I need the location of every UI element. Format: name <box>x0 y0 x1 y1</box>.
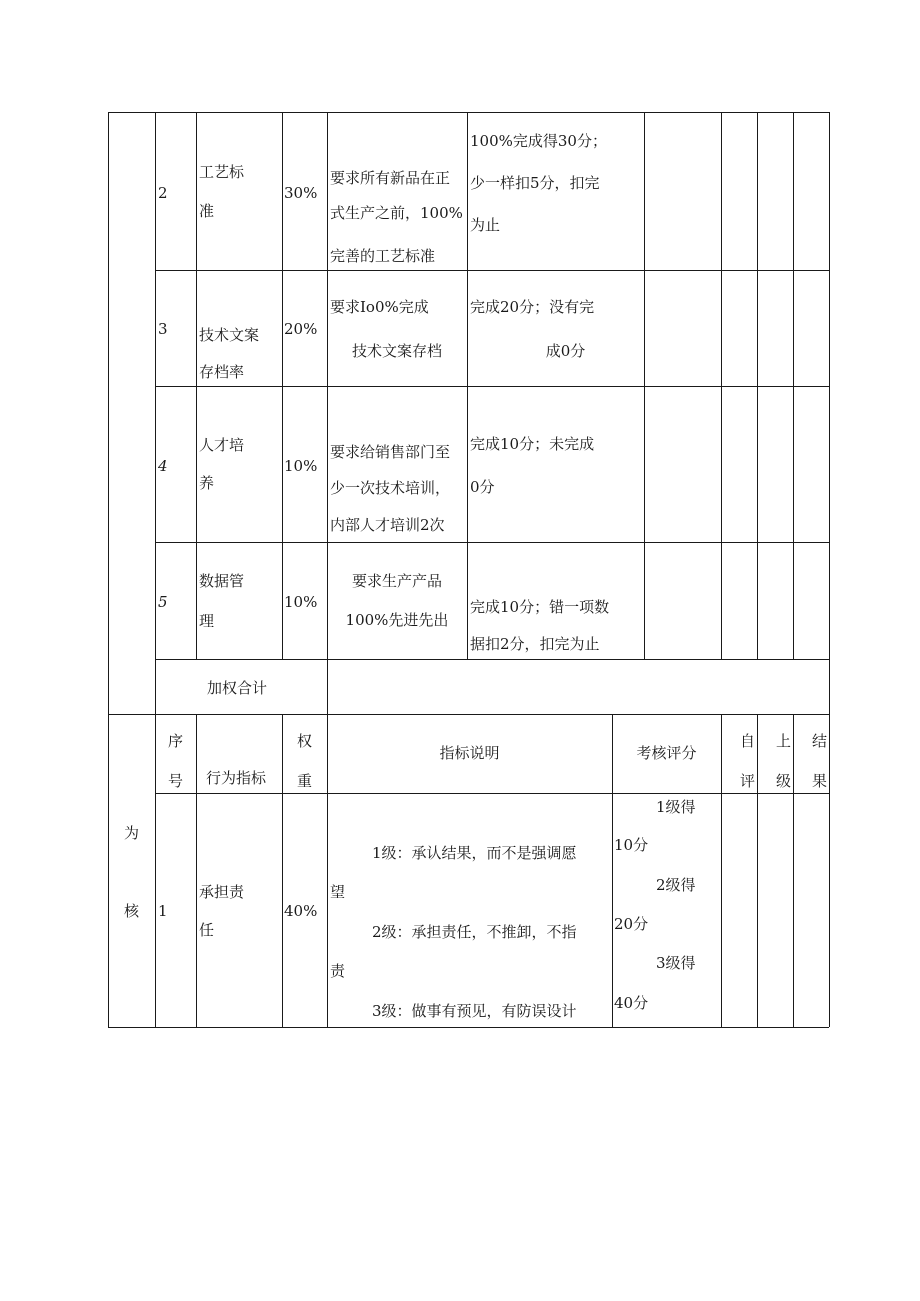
scoring-rule: 1级得 <box>656 798 696 816</box>
scoring-rule: 2级得 <box>656 876 696 894</box>
indicator-description: 1级：承认结果，而不是强调愿 <box>372 844 577 862</box>
row-divider <box>155 270 829 271</box>
indicator-description: 内部人才培训2次 <box>330 516 445 534</box>
indicator-description: 责 <box>330 962 346 980</box>
header-self-eval: 评 <box>740 772 756 790</box>
row-number: 2 <box>158 184 168 202</box>
indicator-description: 要求所有新品在正 <box>330 169 451 187</box>
indicator-name: 养 <box>199 474 215 492</box>
header-weight: 权 <box>297 732 313 750</box>
scoring-rule: 成0分 <box>545 342 586 360</box>
header-indicator: 行为指标 <box>206 769 267 787</box>
table-right-border <box>829 112 830 1027</box>
weighted-total-label: 加权合计 <box>207 679 268 697</box>
indicator-name: 数据管 <box>199 572 245 590</box>
indicator-description: 2级：承担责任，不推卸，不指 <box>372 923 577 941</box>
indicator-name: 理 <box>199 612 215 630</box>
row-divider <box>155 542 829 543</box>
col-divider <box>793 112 794 659</box>
header-superior: 级 <box>776 772 792 790</box>
weight-value: 20% <box>284 320 318 338</box>
header-score: 考核评分 <box>636 744 697 762</box>
indicator-description: 少一次技术培训， <box>330 479 451 497</box>
scoring-rule: 少一样扣5分，扣完 <box>470 174 600 192</box>
row-divider <box>155 386 829 387</box>
indicator-name: 工艺标 <box>199 163 245 181</box>
scoring-rule: 为止 <box>470 216 501 234</box>
col-divider <box>644 112 645 659</box>
table-left-border <box>108 112 109 1027</box>
indicator-name: 技术文案 <box>199 326 260 344</box>
col-divider <box>196 714 197 1027</box>
indicator-description: 望 <box>330 883 346 901</box>
indicator-description: 要求给销售部门至 <box>330 443 451 461</box>
scoring-rule: 完成20分；没有完 <box>470 298 595 316</box>
header-divider <box>155 793 829 794</box>
indicator-description: 要求生产产品 <box>351 572 442 590</box>
scoring-rule: 10分 <box>614 836 649 854</box>
indicator-description: 要求Io0%完成 <box>330 298 429 316</box>
row-number: 5 <box>158 593 168 611</box>
header-num: 号 <box>168 772 184 790</box>
col-divider <box>155 112 156 1027</box>
indicator-name: 人才培 <box>199 436 245 454</box>
indicator-name: 任 <box>199 921 215 939</box>
weight-value: 30% <box>284 184 318 202</box>
header-superior: 上 <box>776 732 792 750</box>
row-divider <box>155 659 829 660</box>
scoring-rule: 完成10分；未完成 <box>470 435 595 453</box>
indicator-description: 技术文案存档 <box>351 342 442 360</box>
weight-value: 10% <box>284 593 318 611</box>
scoring-rule: 40分 <box>614 994 649 1012</box>
row-number: 1 <box>158 902 168 920</box>
indicator-name: 承担责 <box>199 883 245 901</box>
header-num: 序 <box>168 732 184 750</box>
col-divider <box>721 112 722 659</box>
header-weight: 重 <box>297 772 313 790</box>
scoring-rule: 3级得 <box>656 954 696 972</box>
indicator-name: 准 <box>199 202 215 220</box>
header-result: 果 <box>812 772 828 790</box>
indicator-description: 式生产之前，100% <box>330 204 463 222</box>
indicator-description: 3级：做事有预见，有防误设计 <box>372 1002 577 1020</box>
row-number: 4 <box>158 457 168 475</box>
header-description: 指标说明 <box>439 744 500 762</box>
section-side-label: 为 <box>124 824 140 842</box>
indicator-description: 100%先进先出 <box>345 611 449 629</box>
weight-value: 40% <box>284 902 318 920</box>
indicator-name: 存档率 <box>199 363 245 381</box>
scoring-rule: 20分 <box>614 915 649 933</box>
scoring-rule: 100%完成得30分； <box>470 132 607 150</box>
scoring-rule: 据扣2分，扣完为止 <box>470 635 600 653</box>
weight-value: 10% <box>284 457 318 475</box>
table-bottom-border <box>108 1027 829 1028</box>
scoring-rule: 0分 <box>470 478 495 496</box>
scoring-rule: 完成10分；错一项数 <box>470 598 610 616</box>
header-result: 结 <box>812 732 828 750</box>
section-side-label: 核 <box>124 902 140 920</box>
row-number: 3 <box>158 320 168 338</box>
header-self-eval: 自 <box>740 732 756 750</box>
col-divider <box>757 112 758 659</box>
indicator-description: 完善的工艺标准 <box>330 247 436 265</box>
